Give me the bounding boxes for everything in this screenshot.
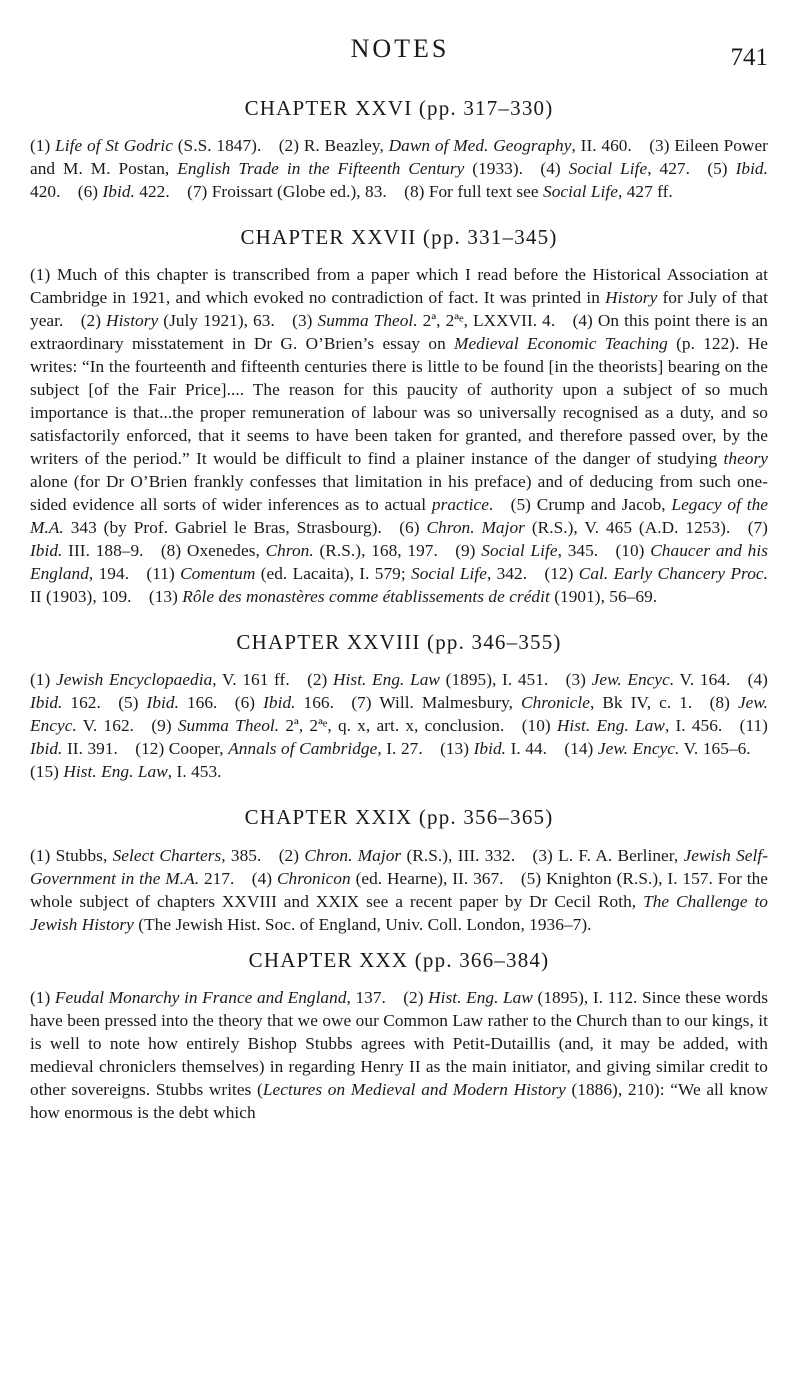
note bbox=[118, 693, 217, 712]
note-italic-title: The Challenge to Jewish History bbox=[30, 891, 768, 934]
note-italic-title: Jewish Self-Government in the M.A. bbox=[30, 845, 769, 888]
note-italic-title: Legacy of the M.A. bbox=[30, 495, 768, 538]
note-text: , Bk IV, c. 1. bbox=[589, 693, 693, 713]
note bbox=[252, 869, 504, 888]
note-italic-title: Chaucer and his England bbox=[30, 541, 768, 584]
note-italic-title: Dawn of Med. Geography bbox=[388, 136, 572, 156]
note-text: (1895), I. 451. bbox=[440, 670, 549, 690]
note bbox=[30, 762, 222, 781]
note-text: Will. Malmesbury, bbox=[371, 693, 522, 713]
note-number: (2) bbox=[278, 845, 300, 865]
note-italic-title: History bbox=[605, 288, 658, 308]
chapter-section bbox=[30, 225, 768, 608]
note-number: (1) bbox=[30, 845, 51, 865]
note-text: On this point there is an extraordinary misstatement in Dr G. O’Brien’s essay on bbox=[30, 311, 768, 354]
note-number: (5) bbox=[118, 693, 139, 713]
note-number: (3) bbox=[649, 136, 670, 156]
note-italic-title: Hist. Eng. Law bbox=[333, 670, 440, 690]
note-number: (7) bbox=[187, 182, 208, 202]
chapter-notes bbox=[30, 668, 768, 783]
note-italic-title: Jew. Encyc. bbox=[591, 670, 675, 690]
note bbox=[307, 670, 548, 689]
note-italic-title: Hist. Eng. Law bbox=[556, 716, 665, 736]
note bbox=[30, 846, 261, 865]
note-italic-title: History bbox=[106, 311, 159, 331]
note-text: alone (for Dr O’Brien frankly confesses that limitation in his preface) and of deducing from such one-sided evidence all sorts of wider inferences as to actual bbox=[30, 472, 768, 515]
note-text: (The Jewish Hist. Soc. of England, Univ. Coll. London, 1936–7). bbox=[133, 914, 592, 934]
note-italic-title: Ibid. bbox=[30, 739, 63, 759]
note-number: (10) bbox=[521, 716, 551, 736]
note-text: Eileen Power and M. M. Postan, bbox=[30, 136, 768, 179]
chapter-notes bbox=[30, 263, 768, 608]
note-number: (12) bbox=[544, 564, 574, 584]
note-number: (6) bbox=[77, 182, 99, 202]
note-text: 343 (by Prof. Gabriel le Bras, Strasbourg). bbox=[63, 518, 382, 538]
note-text: R. Beazley, bbox=[299, 136, 389, 156]
note-number: (2) bbox=[278, 136, 300, 156]
chapter-section bbox=[30, 805, 768, 935]
note-italic-title: Lectures on Medieval and Modern History bbox=[262, 1079, 566, 1099]
note bbox=[30, 670, 290, 689]
note-italic-title: Chron. Major bbox=[304, 845, 402, 865]
note-number: (2) bbox=[403, 987, 424, 1007]
note bbox=[279, 846, 515, 865]
note-number: (8) bbox=[160, 541, 182, 561]
note-text: V. 164. bbox=[674, 670, 731, 690]
note-italic-title: Jew. Encyc. bbox=[30, 693, 769, 736]
note bbox=[149, 587, 657, 606]
chapter-heading: CHAPTER XXVIII (pp. 346–355) bbox=[236, 630, 562, 655]
note bbox=[564, 739, 750, 758]
note-italic-title: practice bbox=[431, 495, 489, 515]
note-text bbox=[561, 159, 569, 178]
note-text bbox=[728, 159, 736, 178]
note-text: 162. bbox=[62, 693, 101, 713]
note-italic-title: Feudal Monarchy in France and England bbox=[54, 987, 347, 1007]
chapter-section bbox=[30, 630, 768, 783]
note-text: Much of this chapter is transcribed from a paper which I read before the Historical Association at Cambridge in 1921, and which evoked no contradiction of fact. It was printed in bbox=[30, 265, 768, 308]
note-number: (7) bbox=[351, 693, 372, 713]
note-italic-title: Annals of Cambridge bbox=[228, 739, 378, 759]
note bbox=[292, 311, 555, 330]
chapter-heading: CHAPTER XXVII (pp. 331–345) bbox=[240, 225, 558, 250]
note bbox=[30, 988, 386, 1007]
note-number: (13) bbox=[440, 739, 470, 759]
note-text: II (1903), 109. bbox=[30, 587, 132, 607]
note-italic-title: Chronicle bbox=[521, 693, 590, 713]
note-number: (1) bbox=[30, 670, 51, 690]
note-number: (3) bbox=[532, 845, 553, 865]
note-text: I. 44. bbox=[506, 739, 548, 759]
note-number: (9) bbox=[151, 716, 172, 736]
note-text: , 427. bbox=[647, 159, 690, 179]
note-number: (4) bbox=[540, 159, 561, 179]
note-text: V. 162. bbox=[76, 716, 134, 736]
note-text: Oxenedes, bbox=[181, 541, 266, 561]
note-number: (5) bbox=[707, 159, 728, 179]
note bbox=[146, 564, 527, 583]
note-text: (R.S.), III. 332. bbox=[401, 845, 516, 865]
note-text: Cooper, bbox=[164, 739, 229, 759]
note-number: (4) bbox=[747, 670, 768, 690]
note-number: (14) bbox=[564, 739, 594, 759]
note-number: (1) bbox=[30, 987, 51, 1007]
note-italic-title: Ibid. bbox=[102, 182, 135, 202]
note-number: (6) bbox=[399, 518, 420, 538]
note-text: For full text see bbox=[424, 182, 543, 202]
note-number: (2) bbox=[307, 670, 328, 690]
note-italic-title: Jewish Encyclopaedia bbox=[55, 670, 213, 690]
note-text: , I. 453. bbox=[167, 762, 222, 782]
chapter-heading: CHAPTER XXX (pp. 366–384) bbox=[248, 947, 550, 972]
note-text: 420. bbox=[30, 182, 61, 202]
note-italic-title: Life of St Godric bbox=[55, 136, 173, 156]
note-italic-title: Jew. Encyc. bbox=[597, 739, 680, 759]
note-text: Crump and Jacob, bbox=[530, 495, 672, 515]
note-text: (1933). bbox=[464, 159, 524, 179]
note bbox=[399, 518, 730, 537]
note-text bbox=[730, 693, 738, 712]
note-text: , 427 ff. bbox=[617, 182, 673, 202]
note-number: (11) bbox=[739, 716, 768, 736]
note-number: (7) bbox=[747, 518, 768, 538]
note-italic-title: Summa Theol. bbox=[177, 716, 280, 736]
note-text: 422. bbox=[134, 182, 170, 202]
note bbox=[30, 988, 768, 1122]
note-number: (11) bbox=[146, 564, 175, 584]
note-text: , I. 456. bbox=[664, 716, 723, 736]
note-text: (S.S. 1847). bbox=[172, 136, 262, 156]
note-text: , I. 27. bbox=[377, 739, 423, 759]
note-number: (3) bbox=[292, 311, 313, 331]
chapter-notes bbox=[30, 844, 768, 936]
note-text: 2ª, 2ªᵉ, q. x, art. x, conclusion. bbox=[279, 716, 505, 736]
note-number: (8) bbox=[404, 182, 425, 202]
note-number: (6) bbox=[234, 693, 256, 713]
note-text: L. F. A. Berliner, bbox=[552, 845, 684, 865]
note-text: , 345. bbox=[557, 541, 599, 561]
note-text: (1895), I. 112. Since these words have been pressed into the theory that we owe our Common Law rather to the Church than to our kings, it is well to note how entirely Bishop Stubbs agrees with Petit-Dutaillis (and, it may be added, with medieval chroniclers themselves) in regarding Henry II as the main initiator, and giving similar credit to other sovereigns. Stubbs writes ( bbox=[30, 987, 768, 1099]
note bbox=[235, 693, 334, 712]
note bbox=[151, 716, 504, 735]
note-italic-title: Select Charters bbox=[112, 845, 222, 865]
note-italic-title: Ibid. bbox=[146, 693, 179, 713]
note-number: (9) bbox=[455, 541, 476, 561]
note-text: III. 188–9. bbox=[62, 541, 144, 561]
note-italic-title: Ibid. bbox=[30, 693, 63, 713]
note-italic-title: Chronicon bbox=[276, 868, 351, 888]
note bbox=[187, 182, 387, 201]
note-text: II. 391. bbox=[62, 739, 118, 759]
note bbox=[351, 693, 692, 712]
note-text: (p. 122). He writes: “In the fourteenth and fifteenth centuries there is little to be found [in the theorists] bearing on the subject [of the Fair Price].... The reason for this paucity of authority upon a subject of so much importance is that...the proper remuneration of labour was so universally recognised as a duty, and so satisfactorily enforced, that it seems to have been taken for granted, and therefore passed over, by the writers of the period.” It would be difficult to find a plainer instance of the danger of studying bbox=[30, 334, 768, 469]
note-text bbox=[255, 693, 263, 712]
note bbox=[455, 541, 598, 560]
note-number: (3) bbox=[565, 670, 586, 690]
note-text: (R.S.), V. 465 (A.D. 1253). bbox=[524, 518, 731, 538]
note-text: V. 165–6. bbox=[679, 739, 751, 759]
note-text: , 342. bbox=[486, 564, 528, 584]
note-number: (5) bbox=[510, 495, 531, 515]
note-text: Froissart (Globe ed.), 83. bbox=[207, 182, 387, 202]
note-italic-title: Chron. Major bbox=[426, 518, 525, 538]
note-number: (12) bbox=[135, 739, 165, 759]
running-head-title: NOTES bbox=[350, 34, 450, 63]
note-italic-title: Ibid. bbox=[735, 159, 768, 179]
note bbox=[161, 541, 438, 560]
note-text bbox=[139, 693, 147, 712]
note-number: (8) bbox=[709, 693, 730, 713]
note-italic-title: Medieval Economic Teaching bbox=[454, 334, 668, 354]
note-italic-title: Social Life bbox=[411, 564, 487, 584]
chapter-heading: CHAPTER XXVI (pp. 317–330) bbox=[244, 96, 554, 120]
chapter-notes bbox=[30, 134, 768, 203]
note-text: . bbox=[488, 495, 494, 515]
note-text: (ed. Lacaita), I. 579; bbox=[255, 564, 412, 584]
note-italic-title: Ibid. bbox=[30, 541, 63, 561]
note-number: (4) bbox=[251, 868, 273, 888]
note-text: Stubbs, bbox=[50, 845, 113, 865]
note-text: , 194. bbox=[88, 564, 130, 584]
note-number: (1) bbox=[30, 265, 51, 285]
note-text: , 385. bbox=[221, 845, 262, 865]
note bbox=[135, 739, 422, 758]
note-text: (ed. Hearne), II. 367. bbox=[350, 868, 504, 888]
chapter-heading: CHAPTER XXIX (pp. 356–365) bbox=[244, 805, 554, 830]
note bbox=[404, 182, 673, 201]
note bbox=[522, 716, 723, 735]
note-text: for July of that year. bbox=[30, 288, 768, 331]
note bbox=[566, 670, 731, 689]
note-text: 166. bbox=[295, 693, 334, 713]
note-italic-title: Chron. bbox=[265, 541, 314, 561]
page-number: 741 bbox=[730, 44, 768, 71]
note-text: (July 1921), 63. bbox=[158, 311, 275, 331]
note-italic-title: Ibid. bbox=[263, 693, 296, 713]
note-text: , II. 460. bbox=[571, 136, 632, 156]
notes-content bbox=[30, 96, 768, 1124]
note-text: (1886), 210): “We all know how enormous is the debt which bbox=[30, 1079, 768, 1122]
note-italic-title: English Trade in the Fifteenth Century bbox=[177, 159, 465, 179]
note-number: (5) bbox=[520, 868, 542, 888]
note-text: , V. 161 ff. bbox=[212, 670, 290, 690]
note-italic-title: theory bbox=[723, 449, 768, 469]
note bbox=[78, 182, 170, 201]
note-text: , 137. bbox=[346, 987, 386, 1007]
note-italic-title: Ibid. bbox=[473, 739, 507, 759]
note-number: (15) bbox=[30, 762, 59, 782]
note-italic-title: Hist. Eng. Law bbox=[428, 987, 533, 1007]
chapter-section bbox=[30, 948, 768, 1124]
note bbox=[81, 311, 275, 330]
note-italic-title: Social Life bbox=[543, 182, 618, 202]
running-head bbox=[0, 34, 800, 74]
note-text: Knighton (R.S.), I. 157. For the whole subject of chapters XXVIII and XXIX see a recent paper by Dr Cecil Roth, bbox=[30, 868, 769, 911]
note-number: (2) bbox=[80, 311, 102, 331]
chapter-notes bbox=[30, 986, 768, 1124]
note-number: (4) bbox=[572, 311, 593, 331]
note-text: (R.S.), 168, 197. bbox=[313, 541, 438, 561]
note-text: 217. bbox=[199, 868, 235, 888]
note-italic-title: Social Life bbox=[481, 541, 558, 561]
note bbox=[30, 136, 261, 155]
note-number: (1) bbox=[30, 136, 51, 156]
note-text: 2ª, 2ªᵉ, LXXVII. 4. bbox=[417, 311, 556, 331]
note-text: (1901), 56–69. bbox=[549, 587, 658, 607]
note bbox=[540, 159, 690, 178]
note-text: 166. bbox=[178, 693, 218, 713]
note-italic-title: Summa Theol. bbox=[317, 311, 418, 331]
note-italic-title: Social Life bbox=[568, 159, 648, 179]
note bbox=[440, 739, 547, 758]
note bbox=[279, 136, 632, 155]
chapter-section bbox=[30, 96, 768, 203]
note-italic-title: Comentum bbox=[180, 564, 256, 584]
note-italic-title: Hist. Eng. Law bbox=[63, 762, 168, 782]
note-italic-title: Cal. Early Chancery Proc. bbox=[578, 564, 768, 584]
note-number: (13) bbox=[148, 587, 178, 607]
note-italic-title: Rôle des monastères comme établissements de crédit bbox=[182, 587, 550, 607]
note bbox=[30, 311, 768, 514]
note-number: (10) bbox=[615, 541, 645, 561]
